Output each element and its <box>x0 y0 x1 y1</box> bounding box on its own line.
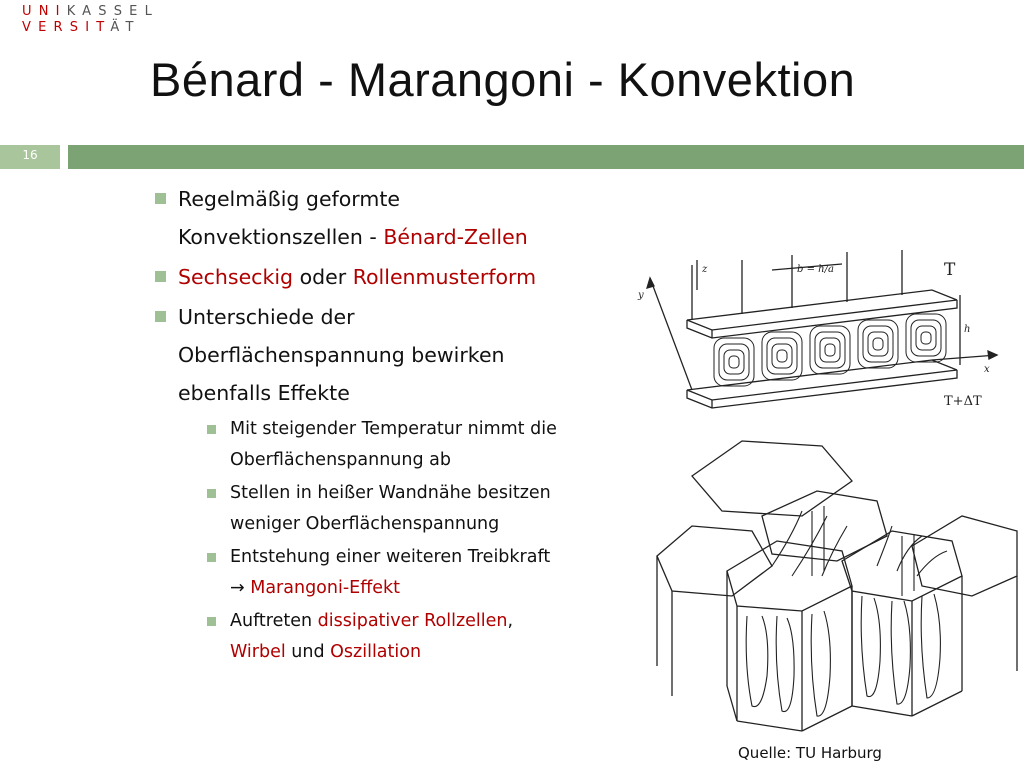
sub-bullet-square-icon <box>207 553 216 562</box>
sub-bullet-square-icon <box>207 425 216 434</box>
sub-bullet-text: weniger Oberflächenspannung <box>230 514 500 534</box>
highlight-text: Rollenmusterform <box>352 265 537 289</box>
slide-content <box>155 180 650 668</box>
sub-bullet-text: Stellen in heißer Wandnähe besitzen <box>230 483 551 503</box>
bullet-text: Regelmäßig geformte <box>178 187 400 211</box>
label-T: T <box>944 260 956 280</box>
highlight-text: Sechseckig <box>178 265 294 289</box>
sub-bullet-item <box>207 542 650 604</box>
sub-bullet-text-part: , <box>507 611 514 631</box>
bullet-item <box>155 298 650 412</box>
university-logo <box>22 4 159 36</box>
sub-bullet-item <box>207 478 650 540</box>
sub-bullet-text-part: Auftreten <box>230 611 318 631</box>
highlight-text: Marangoni-Effekt <box>250 578 401 598</box>
sub-bullet-text: Entstehung einer weiteren Treibkraft <box>230 547 551 567</box>
bullet-square-icon <box>155 311 166 322</box>
logo-kassel: KASSEL <box>66 4 160 19</box>
logo-at: ÄT <box>110 20 141 35</box>
bullet-text: ebenfalls Effekte <box>178 381 350 405</box>
sub-bullet-text-part: und <box>285 642 331 662</box>
logo-uni: UNI <box>22 4 67 19</box>
source-caption: Quelle: TU Harburg <box>738 744 882 762</box>
sub-bullet-square-icon <box>207 617 216 626</box>
label-h: h <box>964 324 971 335</box>
bullet-text-part: Konvektionszellen - <box>178 225 384 249</box>
bullet-item <box>155 180 650 256</box>
sub-bullet-item <box>207 414 650 476</box>
label-y: y <box>638 290 644 301</box>
logo-versit: VERSIT <box>22 20 111 35</box>
sub-bullet-text: Mit steigender Temperatur nimmt die <box>230 419 557 439</box>
bullet-text: Unterschiede der <box>178 305 355 329</box>
bullet-square-icon <box>155 193 166 204</box>
label-b-equals-h-over-a: b = h/a <box>797 264 834 275</box>
bullet-text: Oberflächenspannung bewirken <box>178 343 505 367</box>
bullet-text <box>178 218 650 256</box>
sub-bullet-square-icon <box>207 489 216 498</box>
label-x: x <box>984 364 990 375</box>
bullet-text-part: oder <box>293 265 353 289</box>
right-arrow-icon: → <box>230 578 251 598</box>
highlight-text: dissipativer Rollzellen <box>317 611 508 631</box>
hexagonal-cells-diagram <box>652 436 1024 736</box>
page-title: Bénard - Marangoni - Konvektion <box>150 53 856 106</box>
label-T-plus-delta-T: T+ΔT <box>944 394 982 409</box>
slide-number: 16 <box>0 145 60 169</box>
highlight-text: Oszillation <box>330 642 422 662</box>
roll-cells-diagram <box>632 250 1012 420</box>
sub-bullet-item <box>207 606 650 668</box>
title-divider-bar <box>68 145 1024 169</box>
sub-bullet-text: Oberflächenspannung ab <box>230 450 451 470</box>
highlight-text: Wirbel <box>230 642 286 662</box>
highlight-text: Bénard-Zellen <box>383 225 528 249</box>
bullet-square-icon <box>155 271 166 282</box>
label-z: z <box>702 264 708 275</box>
bullet-item <box>155 258 650 296</box>
